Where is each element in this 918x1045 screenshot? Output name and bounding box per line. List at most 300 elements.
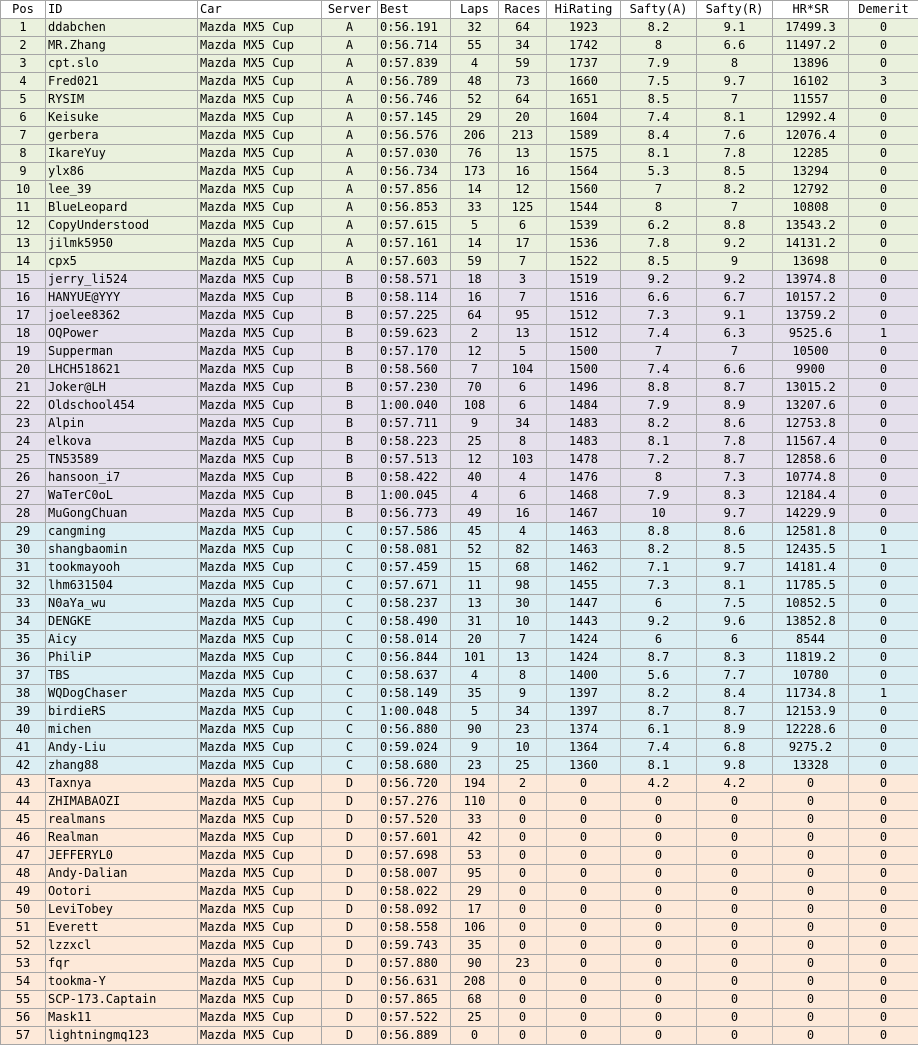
- cell-safety-a: 7.9: [621, 55, 697, 73]
- cell-best: 0:59.024: [378, 739, 451, 757]
- cell-id: Taxnya: [46, 775, 198, 793]
- cell-races: 8: [499, 433, 547, 451]
- cell-demerit: 0: [849, 505, 918, 523]
- cell-hirating: 0: [547, 829, 621, 847]
- cell-pos: 57: [1, 1027, 46, 1045]
- cell-id: OQPower: [46, 325, 198, 343]
- cell-races: 5: [499, 343, 547, 361]
- cell-demerit: 0: [849, 523, 918, 541]
- cell-id: LeviTobey: [46, 901, 198, 919]
- table-row: [1, 91, 918, 109]
- cell-best: 0:57.520: [378, 811, 451, 829]
- cell-hr-sr: 0: [773, 1027, 849, 1045]
- table-row: [1, 361, 918, 379]
- cell-safety-r: 6.7: [697, 289, 773, 307]
- cell-pos: 26: [1, 469, 46, 487]
- cell-id: cpt.slo: [46, 55, 198, 73]
- cell-demerit: 0: [849, 757, 918, 775]
- cell-safety-a: 8: [621, 199, 697, 217]
- cell-safety-r: 0: [697, 829, 773, 847]
- cell-best: 1:00.048: [378, 703, 451, 721]
- cell-best: 0:57.865: [378, 991, 451, 1009]
- cell-races: 25: [499, 757, 547, 775]
- cell-car: Mazda MX5 Cup: [198, 703, 322, 721]
- cell-safety-a: 8: [621, 37, 697, 55]
- cell-car: Mazda MX5 Cup: [198, 775, 322, 793]
- cell-hr-sr: 0: [773, 829, 849, 847]
- cell-demerit: 0: [849, 469, 918, 487]
- cell-hr-sr: 0: [773, 865, 849, 883]
- cell-car: Mazda MX5 Cup: [198, 757, 322, 775]
- cell-pos: 21: [1, 379, 46, 397]
- cell-laps: 15: [451, 559, 499, 577]
- cell-car: Mazda MX5 Cup: [198, 91, 322, 109]
- cell-safety-a: 7: [621, 343, 697, 361]
- cell-id: hansoon_i7: [46, 469, 198, 487]
- table-row: [1, 415, 918, 433]
- cell-hr-sr: 0: [773, 955, 849, 973]
- cell-pos: 40: [1, 721, 46, 739]
- cell-safety-a: 6.1: [621, 721, 697, 739]
- cell-id: gerbera: [46, 127, 198, 145]
- cell-demerit: 0: [849, 739, 918, 757]
- cell-car: Mazda MX5 Cup: [198, 739, 322, 757]
- cell-laps: 20: [451, 631, 499, 649]
- cell-best: 0:57.586: [378, 523, 451, 541]
- cell-safety-a: 0: [621, 1009, 697, 1027]
- cell-safety-r: 4.2: [697, 775, 773, 793]
- cell-safety-a: 8.2: [621, 415, 697, 433]
- cell-safety-a: 7.4: [621, 739, 697, 757]
- cell-id: michen: [46, 721, 198, 739]
- table-row: [1, 685, 918, 703]
- cell-hirating: 1564: [547, 163, 621, 181]
- cell-hr-sr: 17499.3: [773, 19, 849, 37]
- cell-safety-a: 7.3: [621, 577, 697, 595]
- cell-best: 0:57.603: [378, 253, 451, 271]
- header-row: [1, 1, 918, 19]
- cell-races: 0: [499, 1009, 547, 1027]
- cell-laps: 95: [451, 865, 499, 883]
- cell-safety-r: 7.3: [697, 469, 773, 487]
- cell-car: Mazda MX5 Cup: [198, 991, 322, 1009]
- cell-hirating: 0: [547, 937, 621, 955]
- cell-races: 9: [499, 685, 547, 703]
- cell-server: D: [322, 865, 378, 883]
- cell-demerit: 0: [849, 775, 918, 793]
- cell-pos: 42: [1, 757, 46, 775]
- table-row: [1, 577, 918, 595]
- cell-id: MuGongChuan: [46, 505, 198, 523]
- table-row: [1, 73, 918, 91]
- cell-server: D: [322, 973, 378, 991]
- cell-hr-sr: 0: [773, 1009, 849, 1027]
- cell-demerit: 0: [849, 217, 918, 235]
- cell-server: C: [322, 577, 378, 595]
- cell-hr-sr: 14229.9: [773, 505, 849, 523]
- table-row: [1, 217, 918, 235]
- cell-races: 7: [499, 289, 547, 307]
- cell-demerit: 0: [849, 379, 918, 397]
- cell-pos: 34: [1, 613, 46, 631]
- cell-safety-r: 8.4: [697, 685, 773, 703]
- cell-server: A: [322, 199, 378, 217]
- cell-safety-a: 7.3: [621, 307, 697, 325]
- cell-laps: 208: [451, 973, 499, 991]
- cell-car: Mazda MX5 Cup: [198, 1027, 322, 1045]
- cell-hr-sr: 0: [773, 973, 849, 991]
- header-safety-r: Safty(R): [697, 1, 773, 19]
- cell-hr-sr: 13974.8: [773, 271, 849, 289]
- cell-best: 0:57.459: [378, 559, 451, 577]
- cell-races: 3: [499, 271, 547, 289]
- cell-safety-r: 7: [697, 91, 773, 109]
- cell-id: cpx5: [46, 253, 198, 271]
- cell-demerit: 0: [849, 487, 918, 505]
- table-row: [1, 127, 918, 145]
- cell-hirating: 1424: [547, 631, 621, 649]
- cell-id: fqr: [46, 955, 198, 973]
- cell-laps: 42: [451, 829, 499, 847]
- cell-races: 12: [499, 181, 547, 199]
- table-row: [1, 937, 918, 955]
- cell-id: N0aYa_wu: [46, 595, 198, 613]
- table-row: [1, 1009, 918, 1027]
- cell-hr-sr: 12792: [773, 181, 849, 199]
- table-row: [1, 847, 918, 865]
- cell-races: 10: [499, 613, 547, 631]
- cell-safety-a: 7.1: [621, 559, 697, 577]
- cell-laps: 4: [451, 487, 499, 505]
- cell-pos: 25: [1, 451, 46, 469]
- cell-server: C: [322, 613, 378, 631]
- cell-server: B: [322, 415, 378, 433]
- table-row: [1, 253, 918, 271]
- cell-races: 30: [499, 595, 547, 613]
- cell-hirating: 1455: [547, 577, 621, 595]
- cell-car: Mazda MX5 Cup: [198, 721, 322, 739]
- cell-safety-r: 8.2: [697, 181, 773, 199]
- cell-demerit: 0: [849, 937, 918, 955]
- cell-id: Keisuke: [46, 109, 198, 127]
- cell-demerit: 0: [849, 1027, 918, 1045]
- cell-safety-r: 7.6: [697, 127, 773, 145]
- cell-id: ddabchen: [46, 19, 198, 37]
- cell-safety-a: 7.4: [621, 325, 697, 343]
- table-row: [1, 523, 918, 541]
- table-row: [1, 973, 918, 991]
- cell-hirating: 0: [547, 1027, 621, 1045]
- cell-safety-r: 9.1: [697, 307, 773, 325]
- cell-hr-sr: 13698: [773, 253, 849, 271]
- cell-hirating: 0: [547, 973, 621, 991]
- cell-demerit: 0: [849, 361, 918, 379]
- cell-id: lee_39: [46, 181, 198, 199]
- cell-demerit: 0: [849, 883, 918, 901]
- cell-laps: 16: [451, 289, 499, 307]
- cell-safety-r: 8.1: [697, 577, 773, 595]
- cell-pos: 41: [1, 739, 46, 757]
- cell-safety-r: 0: [697, 883, 773, 901]
- cell-demerit: 1: [849, 685, 918, 703]
- cell-laps: 29: [451, 883, 499, 901]
- cell-id: IkareYuy: [46, 145, 198, 163]
- cell-laps: 11: [451, 577, 499, 595]
- cell-safety-a: 4.2: [621, 775, 697, 793]
- cell-pos: 28: [1, 505, 46, 523]
- cell-pos: 52: [1, 937, 46, 955]
- table-row: [1, 433, 918, 451]
- cell-id: tookmayooh: [46, 559, 198, 577]
- cell-id: RYSIM: [46, 91, 198, 109]
- cell-safety-r: 8.5: [697, 541, 773, 559]
- cell-best: 0:57.230: [378, 379, 451, 397]
- cell-laps: 12: [451, 343, 499, 361]
- cell-laps: 18: [451, 271, 499, 289]
- cell-races: 0: [499, 991, 547, 1009]
- cell-server: D: [322, 1009, 378, 1027]
- cell-server: A: [322, 235, 378, 253]
- cell-hirating: 1463: [547, 523, 621, 541]
- table-row: [1, 955, 918, 973]
- cell-hirating: 0: [547, 793, 621, 811]
- cell-demerit: 3: [849, 73, 918, 91]
- cell-races: 8: [499, 667, 547, 685]
- cell-safety-r: 7.7: [697, 667, 773, 685]
- cell-best: 0:57.615: [378, 217, 451, 235]
- cell-demerit: 0: [849, 109, 918, 127]
- cell-hirating: 0: [547, 991, 621, 1009]
- cell-demerit: 0: [849, 667, 918, 685]
- cell-best: 0:58.223: [378, 433, 451, 451]
- cell-best: 0:58.149: [378, 685, 451, 703]
- cell-hirating: 1463: [547, 541, 621, 559]
- cell-best: 0:58.022: [378, 883, 451, 901]
- cell-races: 213: [499, 127, 547, 145]
- cell-car: Mazda MX5 Cup: [198, 631, 322, 649]
- cell-best: 1:00.040: [378, 397, 451, 415]
- cell-car: Mazda MX5 Cup: [198, 973, 322, 991]
- cell-hirating: 1483: [547, 433, 621, 451]
- header-car: Car: [198, 1, 322, 19]
- cell-safety-r: 8.1: [697, 109, 773, 127]
- cell-laps: 110: [451, 793, 499, 811]
- cell-server: C: [322, 667, 378, 685]
- cell-pos: 10: [1, 181, 46, 199]
- cell-safety-r: 8.9: [697, 397, 773, 415]
- cell-id: MR.Zhang: [46, 37, 198, 55]
- cell-server: C: [322, 685, 378, 703]
- cell-car: Mazda MX5 Cup: [198, 541, 322, 559]
- cell-safety-r: 8.7: [697, 703, 773, 721]
- cell-laps: 25: [451, 433, 499, 451]
- cell-safety-a: 8.4: [621, 127, 697, 145]
- cell-car: Mazda MX5 Cup: [198, 253, 322, 271]
- cell-demerit: 0: [849, 703, 918, 721]
- cell-hirating: 1589: [547, 127, 621, 145]
- cell-demerit: 0: [849, 37, 918, 55]
- cell-hirating: 1516: [547, 289, 621, 307]
- table-row: [1, 775, 918, 793]
- cell-demerit: 0: [849, 847, 918, 865]
- cell-safety-r: 9.2: [697, 271, 773, 289]
- cell-hr-sr: 9525.6: [773, 325, 849, 343]
- cell-laps: 23: [451, 757, 499, 775]
- cell-safety-a: 0: [621, 829, 697, 847]
- table-row: [1, 343, 918, 361]
- cell-best: 0:56.576: [378, 127, 451, 145]
- cell-laps: 13: [451, 595, 499, 613]
- cell-safety-a: 8.2: [621, 685, 697, 703]
- cell-car: Mazda MX5 Cup: [198, 163, 322, 181]
- table-row: [1, 505, 918, 523]
- cell-server: B: [322, 343, 378, 361]
- cell-id: JEFFERYL0: [46, 847, 198, 865]
- cell-laps: 5: [451, 217, 499, 235]
- cell-server: A: [322, 73, 378, 91]
- cell-car: Mazda MX5 Cup: [198, 883, 322, 901]
- cell-races: 2: [499, 775, 547, 793]
- cell-races: 16: [499, 163, 547, 181]
- cell-demerit: 0: [849, 397, 918, 415]
- cell-hr-sr: 12228.6: [773, 721, 849, 739]
- cell-races: 34: [499, 37, 547, 55]
- cell-car: Mazda MX5 Cup: [198, 433, 322, 451]
- cell-car: Mazda MX5 Cup: [198, 109, 322, 127]
- cell-races: 95: [499, 307, 547, 325]
- cell-hirating: 1443: [547, 613, 621, 631]
- cell-safety-a: 5.6: [621, 667, 697, 685]
- cell-server: C: [322, 757, 378, 775]
- cell-best: 0:56.714: [378, 37, 451, 55]
- cell-id: Aicy: [46, 631, 198, 649]
- cell-pos: 43: [1, 775, 46, 793]
- cell-hr-sr: 12285: [773, 145, 849, 163]
- table-row: [1, 541, 918, 559]
- cell-laps: 32: [451, 19, 499, 37]
- cell-server: D: [322, 883, 378, 901]
- table-row: [1, 163, 918, 181]
- table-row: [1, 613, 918, 631]
- cell-pos: 9: [1, 163, 46, 181]
- cell-safety-r: 0: [697, 847, 773, 865]
- cell-hirating: 1742: [547, 37, 621, 55]
- cell-laps: 33: [451, 199, 499, 217]
- cell-pos: 7: [1, 127, 46, 145]
- cell-hr-sr: 10780: [773, 667, 849, 685]
- cell-races: 0: [499, 793, 547, 811]
- cell-id: birdieRS: [46, 703, 198, 721]
- cell-best: 0:59.623: [378, 325, 451, 343]
- table-row: [1, 667, 918, 685]
- cell-best: 0:58.092: [378, 901, 451, 919]
- cell-races: 64: [499, 91, 547, 109]
- cell-car: Mazda MX5 Cup: [198, 685, 322, 703]
- table-row: [1, 19, 918, 37]
- cell-laps: 48: [451, 73, 499, 91]
- cell-races: 6: [499, 487, 547, 505]
- cell-safety-r: 0: [697, 811, 773, 829]
- table-row: [1, 325, 918, 343]
- cell-best: 0:57.225: [378, 307, 451, 325]
- cell-server: A: [322, 55, 378, 73]
- cell-pos: 14: [1, 253, 46, 271]
- cell-id: TN53589: [46, 451, 198, 469]
- header-safety-a: Safty(A): [621, 1, 697, 19]
- cell-hirating: 1522: [547, 253, 621, 271]
- cell-demerit: 0: [849, 559, 918, 577]
- cell-best: 0:56.880: [378, 721, 451, 739]
- cell-hirating: 1500: [547, 361, 621, 379]
- cell-safety-r: 7: [697, 199, 773, 217]
- cell-hr-sr: 14181.4: [773, 559, 849, 577]
- cell-demerit: 0: [849, 415, 918, 433]
- cell-races: 64: [499, 19, 547, 37]
- cell-hr-sr: 10808: [773, 199, 849, 217]
- cell-pos: 54: [1, 973, 46, 991]
- cell-safety-a: 7.2: [621, 451, 697, 469]
- cell-server: C: [322, 739, 378, 757]
- cell-laps: 12: [451, 451, 499, 469]
- cell-laps: 14: [451, 235, 499, 253]
- cell-laps: 35: [451, 937, 499, 955]
- cell-demerit: 0: [849, 577, 918, 595]
- cell-laps: 5: [451, 703, 499, 721]
- cell-best: 0:57.513: [378, 451, 451, 469]
- cell-safety-a: 10: [621, 505, 697, 523]
- cell-demerit: 0: [849, 613, 918, 631]
- cell-id: lhm631504: [46, 577, 198, 595]
- cell-safety-r: 8.8: [697, 217, 773, 235]
- cell-server: B: [322, 361, 378, 379]
- cell-id: ylx86: [46, 163, 198, 181]
- cell-id: jerry_li524: [46, 271, 198, 289]
- cell-laps: 53: [451, 847, 499, 865]
- cell-server: D: [322, 1027, 378, 1045]
- cell-car: Mazda MX5 Cup: [198, 901, 322, 919]
- cell-server: D: [322, 901, 378, 919]
- cell-races: 4: [499, 469, 547, 487]
- cell-races: 4: [499, 523, 547, 541]
- cell-pos: 49: [1, 883, 46, 901]
- cell-pos: 31: [1, 559, 46, 577]
- cell-hirating: 1651: [547, 91, 621, 109]
- cell-server: B: [322, 487, 378, 505]
- cell-car: Mazda MX5 Cup: [198, 217, 322, 235]
- cell-safety-a: 8.5: [621, 253, 697, 271]
- cell-safety-r: 9.7: [697, 559, 773, 577]
- cell-pos: 47: [1, 847, 46, 865]
- cell-hirating: 1484: [547, 397, 621, 415]
- cell-server: D: [322, 919, 378, 937]
- cell-safety-a: 0: [621, 955, 697, 973]
- cell-server: C: [322, 721, 378, 739]
- cell-pos: 33: [1, 595, 46, 613]
- cell-pos: 37: [1, 667, 46, 685]
- cell-demerit: 0: [849, 433, 918, 451]
- cell-laps: 40: [451, 469, 499, 487]
- cell-demerit: 0: [849, 991, 918, 1009]
- cell-safety-r: 8.7: [697, 451, 773, 469]
- cell-car: Mazda MX5 Cup: [198, 469, 322, 487]
- cell-hr-sr: 11734.8: [773, 685, 849, 703]
- cell-pos: 5: [1, 91, 46, 109]
- cell-races: 73: [499, 73, 547, 91]
- cell-id: CopyUnderstood: [46, 217, 198, 235]
- cell-demerit: 0: [849, 973, 918, 991]
- cell-demerit: 1: [849, 325, 918, 343]
- cell-server: D: [322, 847, 378, 865]
